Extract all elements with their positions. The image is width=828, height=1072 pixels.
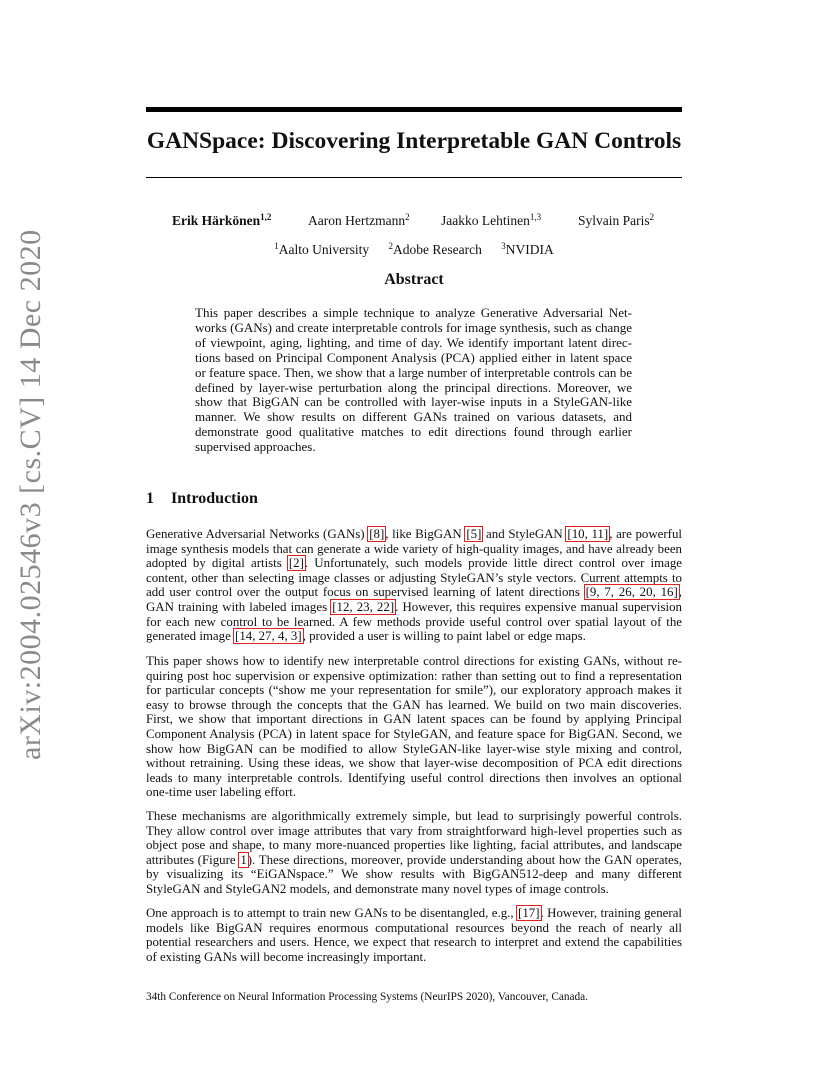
section-title: Introduction	[171, 490, 258, 507]
citation-link[interactable]: [5]	[466, 527, 482, 541]
author-aaron-hertzmann: Aaron Hertzmann$^2$	[308, 212, 410, 228]
conference-footnote: 34th Conference on Neural Information Processing Systems (NeurIPS 2020), Vancouver, Canada.	[146, 991, 589, 1003]
intro-paragraph-1: Generative Adversarial Networks (GANs) [8], like BigGAN [5] and StyleGAN [10, 11], are powerful image synthesis models that can generate a wide variety of high-quality images, and have already been adopted by digital artists [2]. Unfortunately, such models provide little direct control over image content, other than selecting image classes or adjusting StyleGAN’s style vectors. Current attempts to add user control over the output focus on supervised learning of latent directions [9, 7, 26, 20, 16], GAN training with labeled images [12, 23, 22]. However, this requires expensive manual supervision for each new control to be learned. A few methods provide useful control over spatial layout of the generated image [14, 27, 4, 3], provided a user is willing to paint label or edge maps.	[146, 527, 682, 644]
author-jaakko-lehtinen: Jaakko Lehtinen$^{1,3}$	[441, 212, 542, 228]
citation-link[interactable]: [17]	[518, 906, 540, 920]
title-rule-bottom	[146, 177, 682, 178]
title-rule-top	[146, 107, 682, 112]
figure-link[interactable]: 1	[240, 852, 247, 867]
affiliation-aalto: $^1$Aalto University	[274, 241, 370, 257]
citation-link[interactable]: [12, 23, 22]	[332, 599, 395, 614]
citation-link[interactable]: [14, 27, 4, 3]	[235, 629, 302, 644]
intro-paragraph-4: One approach is to attempt to train new GANs to be disentangled, e.g., [17]. However, training general models like BigGAN requires enormous computational resources beyond the reach of nearly all potential researchers and users. Hence, we expect that research to interpret and extend the capabilities of existing GANs will become increasingly important.	[146, 906, 682, 964]
abstract-text: This paper describes a simple technique to analyze Generative Adversarial Networks (GANs) and create interpretable controls for image synthesis, such as change of viewpoint, aging, lighting, and time of day. We identify important latent directions based on Principal Component Analysis (PCA) applied either in latent space or feature space. Then, we show that a large number of interpretable controls can be defined by layer-wise perturbation along the principal directions. Moreover, we show that BigGAN can be controlled with layer-wise inputs in a StyleGAN-like manner. We show results on different GANs trained on various datasets, and demonstrate good qualitative matches to edit directions found through earlier supervised approaches.	[195, 305, 632, 455]
affiliation-adobe: $^2$Adobe Research	[388, 241, 482, 257]
abstract-heading: Abstract	[384, 271, 444, 288]
citation-link[interactable]: [9, 7, 26, 20, 16]	[585, 585, 678, 600]
section-heading-introduction	[146, 490, 258, 508]
citation-link[interactable]: [10, 11]	[567, 527, 609, 541]
intro-paragraph-2: This paper shows how to identify new interpretable control directions for existing GANs, without requiring post hoc supervision or expensive optimization: rather than setting out to find a representation for particular concepts (“show me your representation for smile”), our exploratory approach makes it easy to browse through the concepts that the GAN has learned. We build on two main discoveries. First, we show that important directions in GAN latent spaces can be found by applying Principal Component Analysis (PCA) in latent space for StyleGAN, and feature space for BigGAN. Second, we show how BigGAN can be modified to allow StyleGAN-like layer-wise style mixing and control, without retraining. Using these ideas, we show that layer-wise decomposition of PCA edit directions leads to many interpretable controls. Identifying useful control directions then involves an optional one-time user labeling effort.	[146, 654, 682, 800]
section-number: 1	[146, 490, 154, 507]
author-erik-harkonen: Erik Härkönen$^{1,2}$	[172, 212, 272, 228]
intro-paragraph-3: These mechanisms are algorithmically extremely simple, but lead to surprisingly powerful controls. They allow control over image attributes that vary from straightforward high-level properties such as object pose and shape, to many more-nuanced properties like lighting, facial attributes, and landscape attributes (Figure 1). These directions, moreover, provide understanding about how the GAN operates, by visualizing its “EiGANspace.” We show results with BigGAN512-deep and many different StyleGAN and StyleGAN2 models, and demonstrate many novel types of image controls.	[146, 809, 682, 896]
author-sylvain-paris: Sylvain Paris$^2$	[578, 212, 655, 228]
paper-title: GANSpace: Discovering Interpretable GAN Controls	[146, 128, 682, 154]
citation-link[interactable]: [2]	[288, 556, 304, 571]
affiliation-nvidia: $^3$NVIDIA	[501, 241, 554, 257]
citation-link[interactable]: [8]	[369, 527, 385, 541]
arxiv-identifier: arXiv:2004.02546v3 [cs.CV] 14 Dec 2020	[14, 229, 47, 760]
affiliation-list	[146, 242, 682, 258]
